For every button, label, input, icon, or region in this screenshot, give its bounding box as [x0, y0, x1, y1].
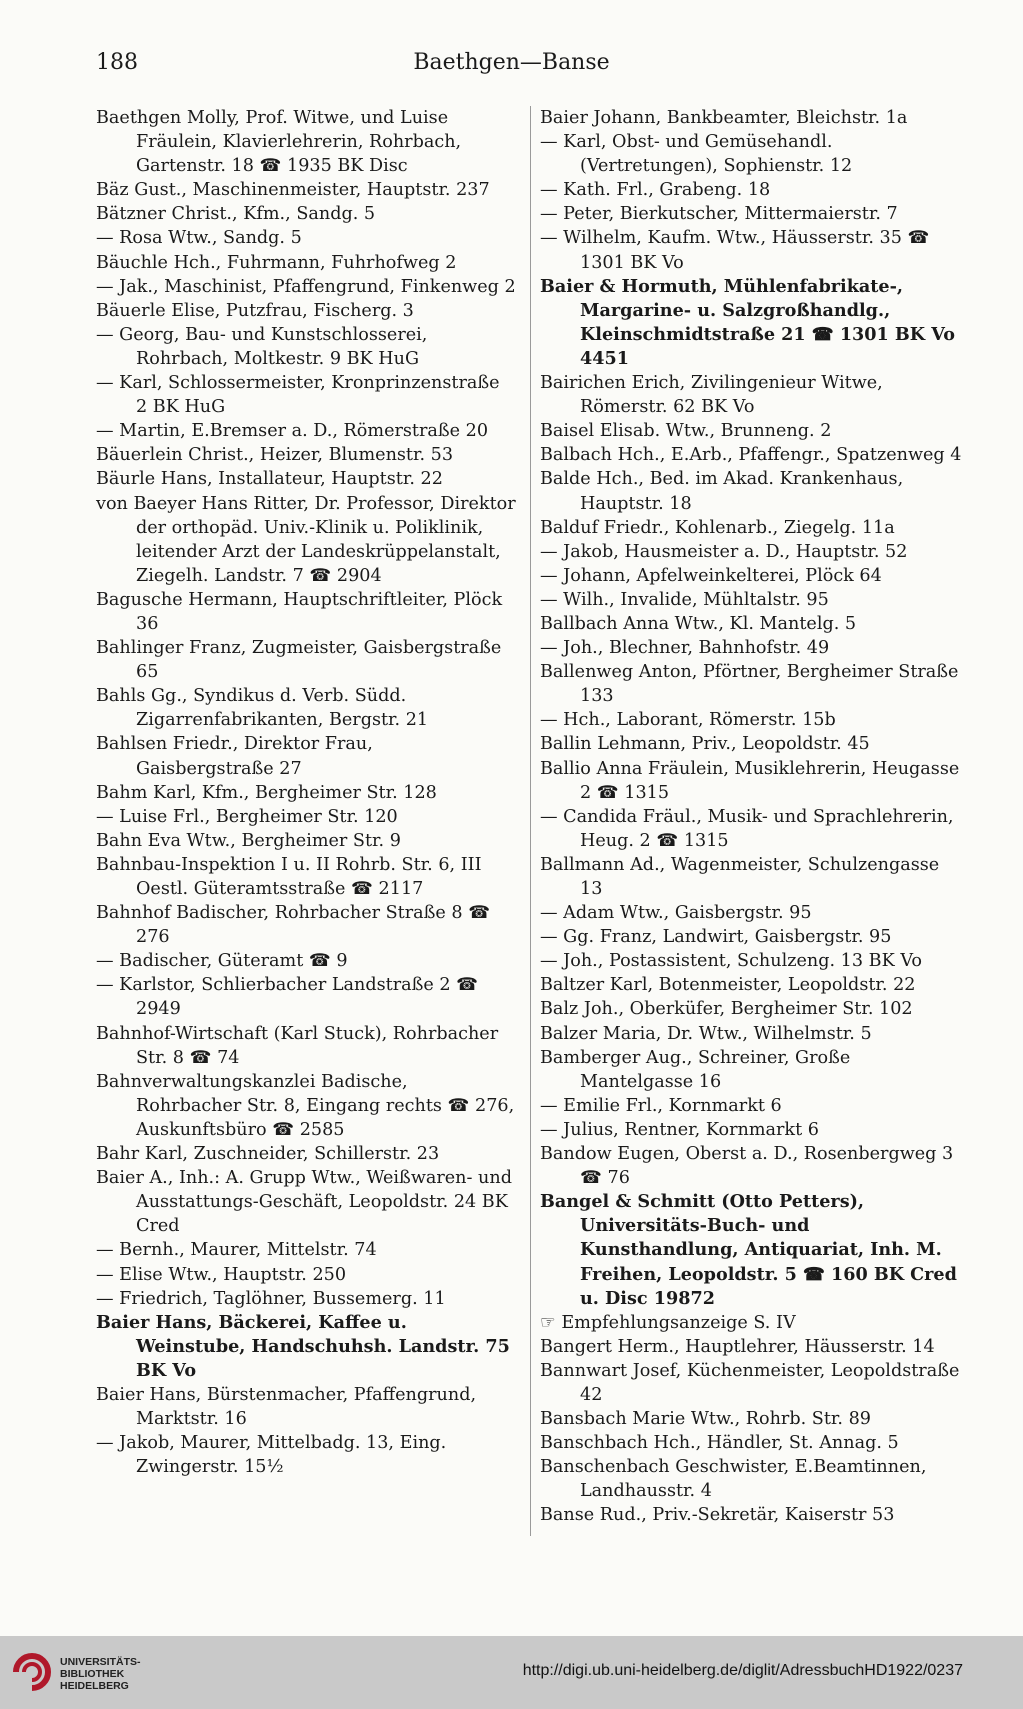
library-name	[60, 1656, 141, 1692]
directory-entry: — Hch., Laborant, Römerstr. 15b	[540, 710, 836, 731]
directory-entry: Baier Hans, Bäckerei, Kaffee u. Weinstube, Handschuhsh. Landstr. 75 BK Vo	[96, 1311, 510, 1381]
directory-entry: — Gg. Franz, Landwirt, Gaisbergstr. 95	[540, 927, 892, 948]
directory-entry: Balz Joh., Oberküfer, Bergheimer Str. 102	[540, 999, 913, 1020]
directory-entry: — Martin, E.Bremser a. D., Römerstraße 20	[96, 421, 489, 442]
directory-entry: Bahr Karl, Zuschneider, Schillerstr. 23	[96, 1144, 440, 1165]
directory-entry: Ballmann Ad., Wagenmeister, Schulzengasse 13	[540, 854, 940, 899]
directory-entry: — Jakob, Hausmeister a. D., Hauptstr. 52	[540, 541, 908, 562]
directory-entry: Balbach Hch., E.Arb., Pfaffengr., Spatzenweg 4	[540, 445, 962, 466]
directory-entry: Baguschе Hermann, Hauptschriftleiter, Plöck 36	[96, 589, 503, 634]
directory-entry: Bäurle Hans, Installateur, Hauptstr. 22	[96, 469, 443, 490]
directory-entry: Banschbach Hch., Händler, St. Annag. 5	[540, 1433, 899, 1454]
directory-entry: — Jak., Maschinist, Pfaffengrund, Finkenweg 2	[96, 276, 516, 297]
directory-entry: Bahlinger Franz, Zugmeister, Gaisbergstraße 65	[96, 638, 502, 683]
directory-entry: — Joh., Blechner, Bahnhofstr. 49	[540, 638, 830, 659]
directory-entry: Bannwart Josef, Küchenmeister, Leopoldstraße 42	[540, 1360, 960, 1405]
library-name-line: BIBLIOTHEK	[60, 1668, 125, 1680]
running-head: Baethgen—Banse	[413, 50, 610, 75]
directory-entry: — Adam Wtw., Gaisbergstr. 95	[540, 903, 812, 924]
directory-entry: — Karl, Schlossermeister, Kronprinzenstraße 2 BK HuG	[96, 373, 500, 418]
directory-entry: Baier & Hormuth, Mühlenfabrikate-, Margarine- u. Salzgroßhandlg., Kleinschmidtstraße 21 ☎ 1301 BK Vo 4451	[540, 275, 955, 369]
directory-entry: Bairichen Erich, Zivilingenieur Witwe, Römerstr. 62 BK Vo	[540, 373, 883, 418]
left-column	[96, 106, 516, 1479]
directory-entry: Baier Hans, Bürstenmacher, Pfaffengrund, Marktstr. 16	[96, 1384, 477, 1430]
directory-entry: Bahnbau-Inspektion I u. II Rohrb. Str. 6, III Oestl. Güteramtsstraße ☎ 2117	[96, 854, 482, 899]
directory-entry: Baethgen Molly, Prof. Witwe, und Luise Fräulein, Klavierlehrerin, Rohrbach, Gartenstr. 18 ☎ 1935 BK Disc	[96, 108, 462, 177]
directory-entry: — Karlstor, Schlierbacher Landstraße 2 ☎ 2949	[96, 975, 479, 1020]
directory-entry: Bansbach Marie Wtw., Rohrb. Str. 89	[540, 1409, 871, 1430]
directory-entry: Bahn Eva Wtw., Bergheimer Str. 9	[96, 830, 401, 851]
right-column	[540, 106, 962, 1528]
directory-entry: Baier Johann, Bankbeamter, Bleichstr. 1a	[540, 108, 908, 128]
directory-entry: Bandow Eugen, Oberst a. D., Rosenbergweg 3 ☎ 76	[540, 1144, 954, 1189]
directory-entry: Bäuchle Hch., Fuhrmann, Fuhrhofweg 2	[96, 252, 457, 273]
directory-entry: Bahlsen Friedr., Direktor Frau, Gaisbergstraße 27	[96, 734, 373, 779]
directory-entry: — Jakob, Maurer, Mittelbadg. 13, Eing. Zwingerstr. 15½	[96, 1433, 447, 1478]
directory-entry: — Luise Frl., Bergheimer Str. 120	[96, 806, 398, 827]
directory-entry: — Badischer, Güteramt ☎ 9	[96, 951, 348, 972]
library-logo-icon	[12, 1652, 52, 1692]
page-number: 188	[96, 50, 138, 75]
directory-entry: Bahls Gg., Syndikus d. Verb. Südd. Zigarrenfabrikanten, Bergstr. 21	[96, 686, 429, 731]
directory-entry: — Elise Wtw., Hauptstr. 250	[96, 1264, 347, 1285]
directory-entry: — Wilh., Invalide, Mühltalstr. 95	[540, 589, 829, 610]
library-name-line: HEIDELBERG	[60, 1680, 129, 1692]
directory-entry: Baier A., Inh.: A. Grupp Wtw., Weißwaren- und Ausstattungs-Geschäft, Leopoldstr. 24 BK Cred	[96, 1168, 512, 1237]
directory-entry: — Kath. Frl., Grabeng. 18	[540, 180, 771, 201]
directory-entry: Bamberger Aug., Schreiner, Große Mantelgasse 16	[540, 1047, 851, 1092]
directory-entry: von Baeyer Hans Ritter, Dr. Professor, Direktor der orthopäd. Univ.-Klinik u. Poliklinik, leitender Arzt der Landeskrüppelanstalt, Ziegelh. Landstr. 7 ☎ 2904	[96, 493, 516, 586]
directory-entry: Bäuerlein Christ., Heizer, Blumenstr. 53	[96, 445, 454, 466]
footer-url-link[interactable]: http://digi.ub.uni-heidelberg.de/diglit/AdressbuchHD1922/0237	[522, 1662, 963, 1679]
directory-entry: Balduf Friedr., Kohlenarb., Ziegelg. 11a	[540, 517, 895, 538]
directory-entry: Bätzner Christ., Kfm., Sandg. 5	[96, 204, 376, 225]
directory-entry: — Emilie Frl., Kornmarkt 6	[540, 1095, 782, 1116]
directory-entry: — Georg, Bau- und Kunstschlosserei, Rohrbach, Moltkestr. 9 BK HuG	[96, 324, 428, 369]
directory-entry: Bahm Karl, Kfm., Bergheimer Str. 128	[96, 782, 437, 803]
directory-entry: Balde Hch., Bed. im Akad. Krankenhaus, Hauptstr. 18	[540, 469, 904, 514]
directory-entry: — Johann, Apfelweinkelterei, Plöck 64	[540, 565, 882, 586]
footer-bar	[0, 1636, 1023, 1709]
directory-entry: — Candida Fräul., Musik- und Sprachlehrerin, Heug. 2 ☎ 1315	[540, 806, 954, 851]
directory-entry: Bangel & Schmitt (Otto Petters), Universitäts-Buch- und Kunsthandlung, Antiquariat, Inh. M. Freihen, Leopoldstr. 5 ☎ 160 BK Cred u. Disc 19872	[540, 1191, 957, 1309]
directory-entry: — Friedrich, Taglöhner, Bussemerg. 11	[96, 1288, 446, 1309]
directory-entry: — Bernh., Maurer, Mittelstr. 74	[96, 1240, 377, 1261]
directory-entry: — Peter, Bierkutscher, Mittermaierstr. 7	[540, 204, 898, 225]
directory-entry: Bangert Herm., Hauptlehrer, Häusserstr. 14	[540, 1336, 935, 1357]
directory-entry: Bahnverwaltungskanzlei Badische, Rohrbacher Str. 8, Eingang rechts ☎ 276, Auskunftsbüro ☎ 2585	[96, 1071, 515, 1140]
directory-entry: Ballio Anna Fräulein, Musiklehrerin, Heugasse 2 ☎ 1315	[540, 758, 960, 803]
directory-entry: Bahnhof Badischer, Rohrbacher Straße 8 ☎ 276	[96, 903, 491, 948]
directory-entry: — Rosa Wtw., Sandg. 5	[96, 228, 302, 249]
directory-entry: Balzer Maria, Dr. Wtw., Wilhelmstr. 5	[540, 1023, 872, 1044]
directory-entry: ☞ Empfehlungsanzeige S. IV	[540, 1312, 796, 1333]
directory-entry: Baisel Elisab. Wtw., Brunneng. 2	[540, 421, 832, 442]
directory-entry: Baltzer Karl, Botenmeister, Leopoldstr. 22	[540, 975, 916, 996]
directory-entry: Ballbach Anna Wtw., Kl. Mantelg. 5	[540, 613, 857, 634]
directory-entry: — Joh., Postassistent, Schulzeng. 13 BK Vo	[540, 951, 923, 972]
directory-entry: — Wilhelm, Kaufm. Wtw., Häusserstr. 35 ☎ 1301 BK Vo	[540, 228, 930, 273]
directory-entry: — Karl, Obst- und Gemüsehandl. (Vertretungen), Sophienstr. 12	[540, 132, 853, 177]
directory-entry: Bäz Gust., Maschinenmeister, Hauptstr. 237	[96, 180, 490, 201]
directory-entry: Bahnhof-Wirtschaft (Karl Stuck), Rohrbacher Str. 8 ☎ 74	[96, 1023, 499, 1068]
directory-entry: Bäuerle Elise, Putzfrau, Fischerg. 3	[96, 300, 414, 321]
library-name-line: UNIVERSITÄTS-	[60, 1656, 141, 1668]
directory-entry: Banse Rud., Priv.-Sekretär, Kaiserstr 53	[540, 1505, 895, 1526]
directory-entry: Banschenbach Geschwister, E.Beamtinnen, Landhausstr. 4	[540, 1457, 927, 1502]
directory-entry: Ballin Lehmann, Priv., Leopoldstr. 45	[540, 734, 870, 755]
directory-entry: Ballenweg Anton, Pförtner, Bergheimer Straße 133	[540, 662, 959, 707]
directory-entry: — Julius, Rentner, Kornmarkt 6	[540, 1119, 819, 1140]
column-rule	[530, 106, 531, 1536]
